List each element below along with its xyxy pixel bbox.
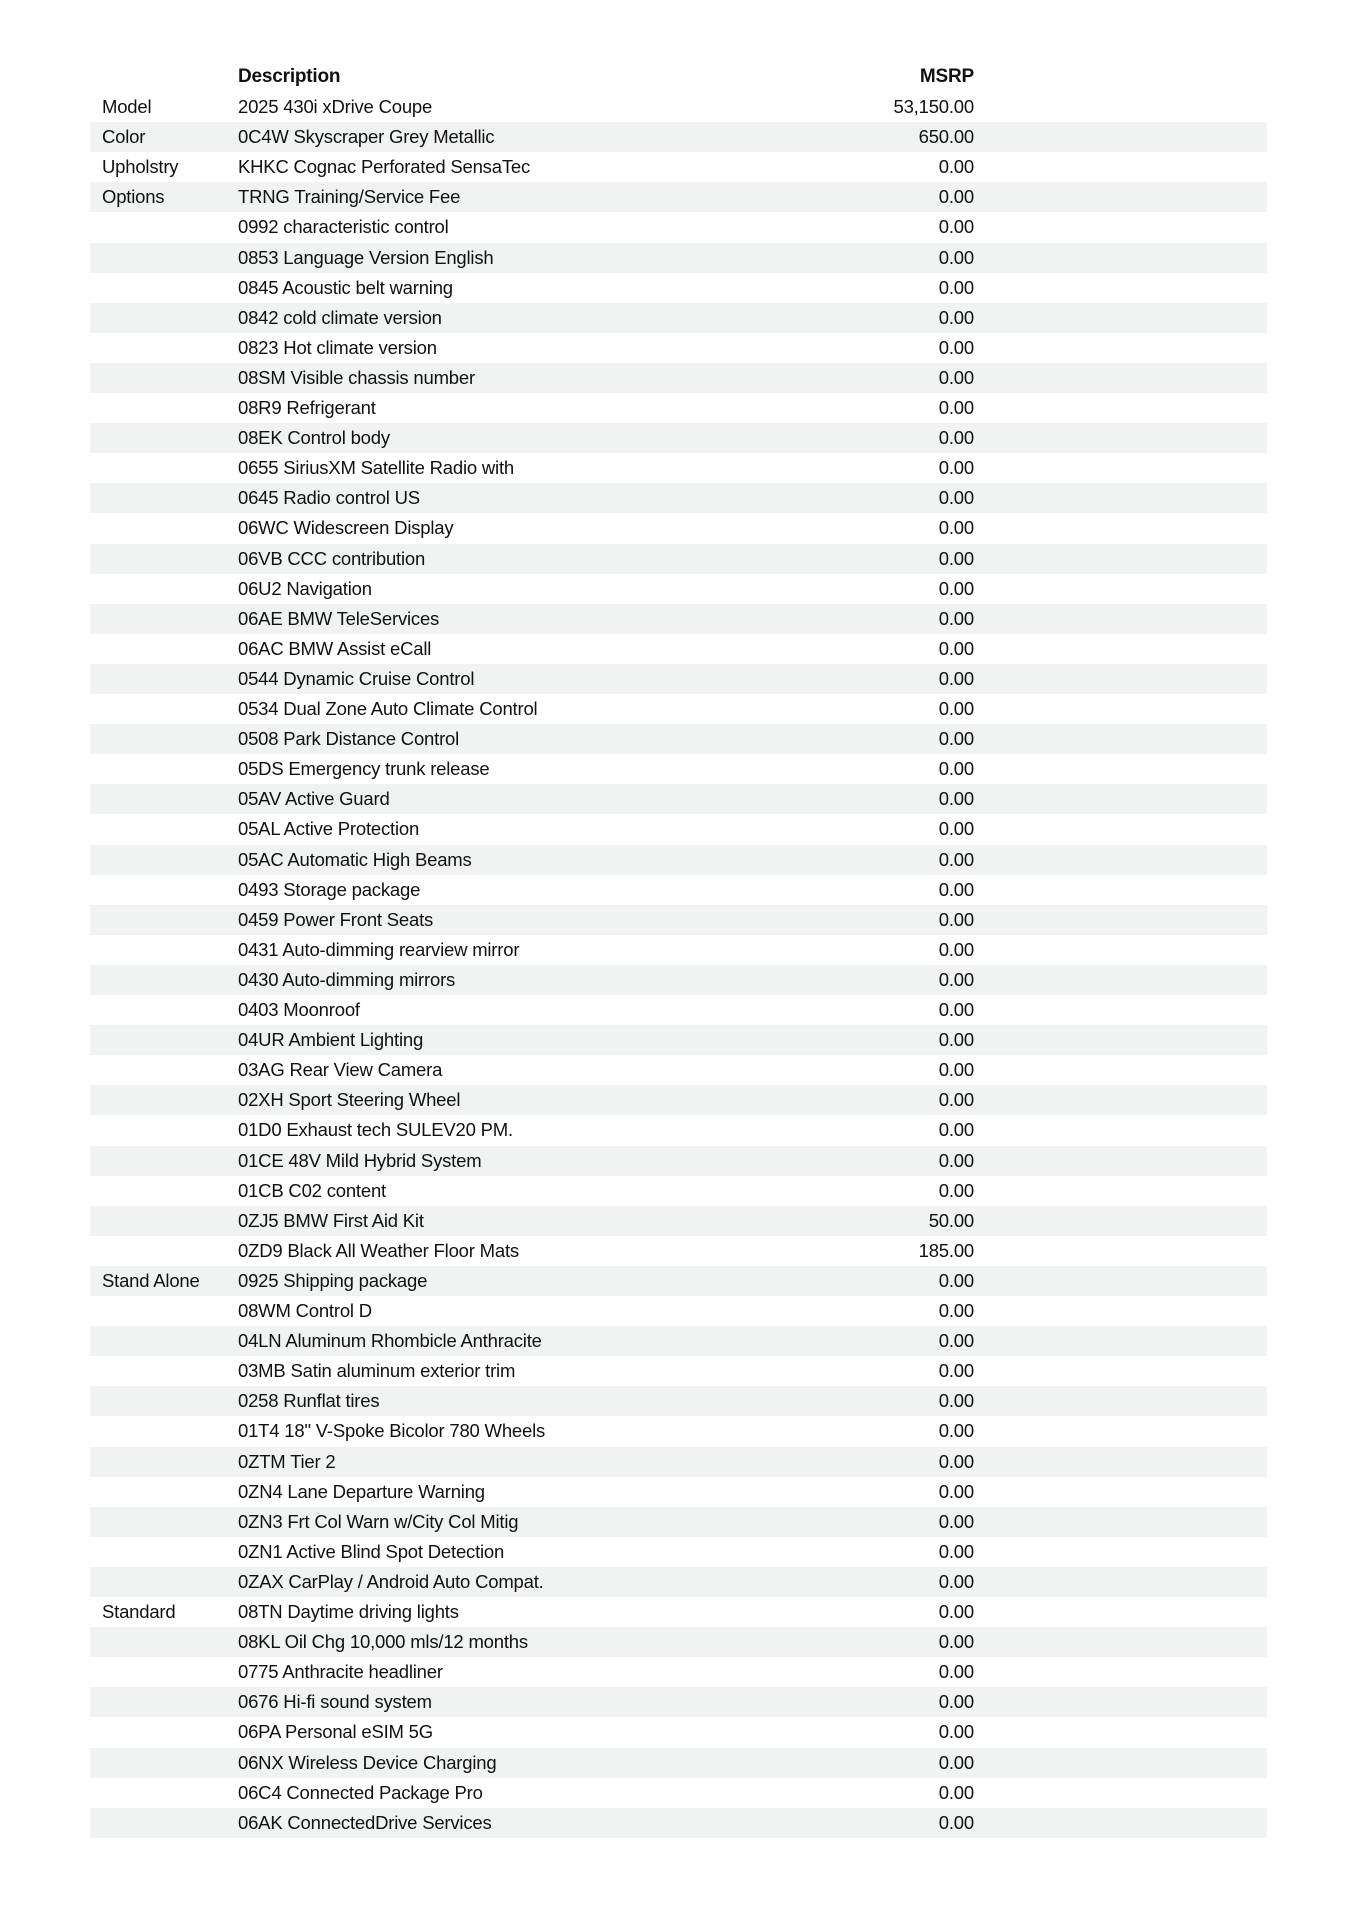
- row-msrp: 0.00: [938, 1029, 974, 1051]
- table-row: [90, 1025, 1267, 1055]
- row-description: 06AE BMW TeleServices: [238, 607, 440, 629]
- row-msrp: 0.00: [938, 607, 974, 629]
- row-msrp: 0.00: [938, 547, 974, 569]
- row-msrp: 53,150.00: [893, 96, 974, 117]
- table-row: [90, 784, 1267, 814]
- row-description: 0258 Runflat tires: [238, 1390, 380, 1412]
- table-row: [90, 1748, 1267, 1778]
- row-description: 0508 Park Distance Control: [238, 728, 460, 750]
- table-row: [90, 122, 1267, 152]
- row-description: 08R9 Refrigerant: [238, 397, 376, 418]
- table-row: [90, 1115, 1267, 1145]
- row-msrp: 0.00: [938, 1330, 974, 1352]
- table-row: [90, 1778, 1267, 1808]
- table-row: [90, 664, 1267, 694]
- table-row: [90, 1687, 1267, 1717]
- table-row: [90, 1447, 1267, 1477]
- row-msrp: 0.00: [938, 577, 974, 599]
- table-row: [90, 483, 1267, 513]
- row-msrp: 0.00: [938, 487, 974, 509]
- table-row: [90, 182, 1267, 212]
- row-description: 0431 Auto-dimming rearview mirror: [238, 938, 520, 960]
- row-description: 06AK ConnectedDrive Services: [238, 1811, 492, 1833]
- row-msrp: 0.00: [938, 336, 974, 358]
- row-description: 0ZTM Tier 2: [238, 1450, 336, 1472]
- row-msrp: 0.00: [938, 276, 974, 298]
- row-description: 08WM Control D: [238, 1300, 372, 1321]
- row-description: 04LN Aluminum Rhombicle Anthracite: [238, 1330, 542, 1352]
- row-msrp: 0.00: [938, 1420, 974, 1442]
- table-row: [90, 1627, 1267, 1657]
- row-msrp: 0.00: [938, 1691, 974, 1713]
- header-description: Description: [238, 66, 341, 87]
- table-row: [90, 574, 1267, 604]
- table-row: [90, 423, 1267, 453]
- row-description: 0645 Radio control US: [238, 487, 420, 509]
- table-row: [90, 814, 1267, 844]
- table-row: [90, 1477, 1267, 1507]
- header-msrp: MSRP: [919, 66, 974, 87]
- row-msrp: 0.00: [938, 1721, 974, 1743]
- row-msrp: 0.00: [938, 517, 974, 539]
- table-row: [90, 1717, 1267, 1747]
- row-msrp: 0.00: [938, 1149, 974, 1171]
- table-row: [90, 604, 1267, 634]
- row-msrp: 0.00: [938, 156, 974, 178]
- row-description: 0544 Dynamic Cruise Control: [238, 667, 475, 689]
- table-row: [90, 935, 1267, 965]
- table-row: [90, 1176, 1267, 1206]
- table-row: [90, 212, 1267, 242]
- table-row: [90, 724, 1267, 754]
- row-msrp: 0.00: [938, 1390, 974, 1412]
- table-row: [90, 1055, 1267, 1085]
- table-row: [90, 333, 1267, 363]
- table-row: [90, 1567, 1267, 1597]
- row-msrp: 0.00: [938, 1751, 974, 1773]
- row-description: 0ZN3 Frt Col Warn w/City Col Mitig: [238, 1510, 519, 1532]
- row-msrp: 0.00: [938, 848, 974, 870]
- row-msrp: 0.00: [938, 1300, 974, 1321]
- row-msrp: 0.00: [938, 938, 974, 960]
- row-msrp: 0.00: [938, 788, 974, 810]
- table-row: [90, 1597, 1267, 1627]
- table-row: [90, 152, 1267, 182]
- table-row: [90, 1236, 1267, 1266]
- row-description: 0ZN4 Lane Departure Warning: [238, 1480, 485, 1502]
- table-row: [90, 995, 1267, 1025]
- row-msrp: 0.00: [938, 306, 974, 328]
- row-description: 08EK Control body: [238, 427, 390, 449]
- row-msrp: 0.00: [938, 397, 974, 418]
- row-description: 0ZAX CarPlay / Android Auto Compat.: [238, 1570, 544, 1592]
- table-row: [90, 845, 1267, 875]
- row-msrp: 0.00: [938, 698, 974, 719]
- row-msrp: 0.00: [938, 878, 974, 900]
- table-row: [90, 273, 1267, 303]
- row-description: 0992 characteristic control: [238, 216, 449, 238]
- row-msrp: 0.00: [938, 216, 974, 238]
- row-description: 0493 Storage package: [238, 878, 421, 900]
- row-description: 03AG Rear View Camera: [238, 1059, 443, 1081]
- row-description: 0823 Hot climate version: [238, 336, 437, 358]
- row-description: 0ZN1 Active Blind Spot Detection: [238, 1540, 505, 1562]
- table-row: [90, 1266, 1267, 1296]
- row-description: 04UR Ambient Lighting: [238, 1029, 424, 1051]
- table-row: [90, 965, 1267, 995]
- row-category: Options: [102, 186, 165, 208]
- table-row: [90, 393, 1267, 423]
- row-msrp: 0.00: [938, 818, 974, 840]
- row-msrp: 0.00: [938, 999, 974, 1020]
- row-description: 02XH Sport Steering Wheel: [238, 1089, 461, 1111]
- table-row: [90, 1537, 1267, 1567]
- row-description: 01CB C02 content: [238, 1179, 386, 1201]
- row-description: 01CE 48V Mild Hybrid System: [238, 1149, 482, 1171]
- row-msrp: 0.00: [938, 1570, 974, 1592]
- row-description: 0842 cold climate version: [238, 306, 442, 328]
- table-row: [90, 453, 1267, 483]
- row-description: 08KL Oil Chg 10,000 mls/12 months: [238, 1631, 528, 1653]
- row-description: 0459 Power Front Seats: [238, 908, 434, 930]
- row-description: 01D0 Exhaust tech SULEV20 PM.: [238, 1119, 513, 1141]
- table-row: [90, 1085, 1267, 1115]
- row-msrp: 0.00: [938, 758, 974, 780]
- row-description: 2025 430i xDrive Coupe: [238, 96, 433, 117]
- table-row: [90, 905, 1267, 935]
- table-row: [90, 634, 1267, 664]
- row-msrp: 0.00: [938, 1059, 974, 1081]
- table-row: [90, 1146, 1267, 1176]
- row-msrp: 0.00: [938, 366, 974, 388]
- row-category: Color: [102, 126, 146, 148]
- row-msrp: 0.00: [938, 1089, 974, 1111]
- row-description: 0853 Language Version English: [238, 246, 494, 268]
- row-description: 0676 Hi-fi sound system: [238, 1691, 432, 1713]
- row-description: 06PA Personal eSIM 5G: [238, 1721, 433, 1743]
- table-row: [90, 303, 1267, 333]
- table-row: [90, 1356, 1267, 1386]
- row-msrp: 0.00: [938, 728, 974, 750]
- row-msrp: 0.00: [938, 457, 974, 479]
- table-header: [90, 62, 1267, 92]
- row-msrp: 0.00: [938, 968, 974, 990]
- row-description: 0C4W Skyscraper Grey Metallic: [238, 126, 495, 148]
- row-description: 05DS Emergency trunk release: [238, 758, 490, 780]
- table-row: [90, 1657, 1267, 1687]
- row-description: 06C4 Connected Package Pro: [238, 1781, 483, 1803]
- row-msrp: 0.00: [938, 427, 974, 449]
- table-row: [90, 875, 1267, 905]
- row-msrp: 0.00: [938, 1450, 974, 1472]
- table-row: [90, 513, 1267, 543]
- row-description: 06VB CCC contribution: [238, 547, 426, 569]
- row-msrp: 0.00: [938, 1540, 974, 1562]
- row-msrp: 50.00: [928, 1209, 974, 1231]
- table-row: [90, 243, 1267, 273]
- row-description: 0925 Shipping package: [238, 1269, 428, 1291]
- row-description: KHKC Cognac Perforated SensaTec: [238, 156, 531, 178]
- row-msrp: 0.00: [938, 637, 974, 659]
- row-category: Standard: [102, 1601, 176, 1622]
- row-description: 0534 Dual Zone Auto Climate Control: [238, 698, 538, 719]
- row-msrp: 185.00: [918, 1239, 974, 1261]
- row-description: 06AC BMW Assist eCall: [238, 637, 432, 659]
- table-row: [90, 1206, 1267, 1236]
- row-description: 06WC Widescreen Display: [238, 517, 454, 539]
- table-row: [90, 1326, 1267, 1356]
- row-description: 06NX Wireless Device Charging: [238, 1751, 497, 1773]
- row-description: 08SM Visible chassis number: [238, 366, 475, 388]
- row-category: Stand Alone: [102, 1269, 200, 1291]
- row-description: 05AC Automatic High Beams: [238, 848, 472, 870]
- row-description: 0ZD9 Black All Weather Floor Mats: [238, 1239, 519, 1261]
- table-row: [90, 544, 1267, 574]
- row-msrp: 0.00: [938, 1360, 974, 1382]
- row-msrp: 0.00: [938, 1661, 974, 1683]
- row-description: 0655 SiriusXM Satellite Radio with: [238, 457, 514, 479]
- row-description: 0430 Auto-dimming mirrors: [238, 968, 456, 990]
- table-row: [90, 1416, 1267, 1446]
- row-msrp: 0.00: [938, 1269, 974, 1291]
- row-msrp: 0.00: [938, 667, 974, 689]
- row-msrp: 650.00: [918, 126, 974, 148]
- row-category: Model: [102, 96, 152, 117]
- row-description: 0ZJ5 BMW First Aid Kit: [238, 1209, 424, 1231]
- row-msrp: 0.00: [938, 908, 974, 930]
- row-msrp: 0.00: [938, 186, 974, 208]
- table-row: [90, 1296, 1267, 1326]
- row-description: 06U2 Navigation: [238, 577, 372, 599]
- table-row: [90, 363, 1267, 393]
- row-description: TRNG Training/Service Fee: [238, 186, 461, 208]
- table-row: [90, 1808, 1267, 1838]
- row-description: 08TN Daytime driving lights: [238, 1601, 459, 1622]
- row-msrp: 0.00: [938, 246, 974, 268]
- row-description: 0845 Acoustic belt warning: [238, 276, 453, 298]
- row-description: 05AL Active Protection: [238, 818, 420, 840]
- row-description: 0775 Anthracite headliner: [238, 1661, 443, 1683]
- row-msrp: 0.00: [938, 1781, 974, 1803]
- row-msrp: 0.00: [938, 1631, 974, 1653]
- row-msrp: 0.00: [938, 1510, 974, 1532]
- row-description: 03MB Satin aluminum exterior trim: [238, 1360, 516, 1382]
- table-row: [90, 1507, 1267, 1537]
- row-description: 01T4 18" V-Spoke Bicolor 780 Wheels: [238, 1420, 546, 1442]
- row-msrp: 0.00: [938, 1119, 974, 1141]
- table-row: [90, 694, 1267, 724]
- row-msrp: 0.00: [938, 1179, 974, 1201]
- table-row: [90, 754, 1267, 784]
- table-row: [90, 1386, 1267, 1416]
- row-description: 0403 Moonroof: [238, 999, 360, 1020]
- row-msrp: 0.00: [938, 1601, 974, 1622]
- row-msrp: 0.00: [938, 1811, 974, 1833]
- row-msrp: 0.00: [938, 1480, 974, 1502]
- table-row: [90, 92, 1267, 122]
- row-category: Upholstry: [102, 156, 179, 178]
- row-description: 05AV Active Guard: [238, 788, 390, 810]
